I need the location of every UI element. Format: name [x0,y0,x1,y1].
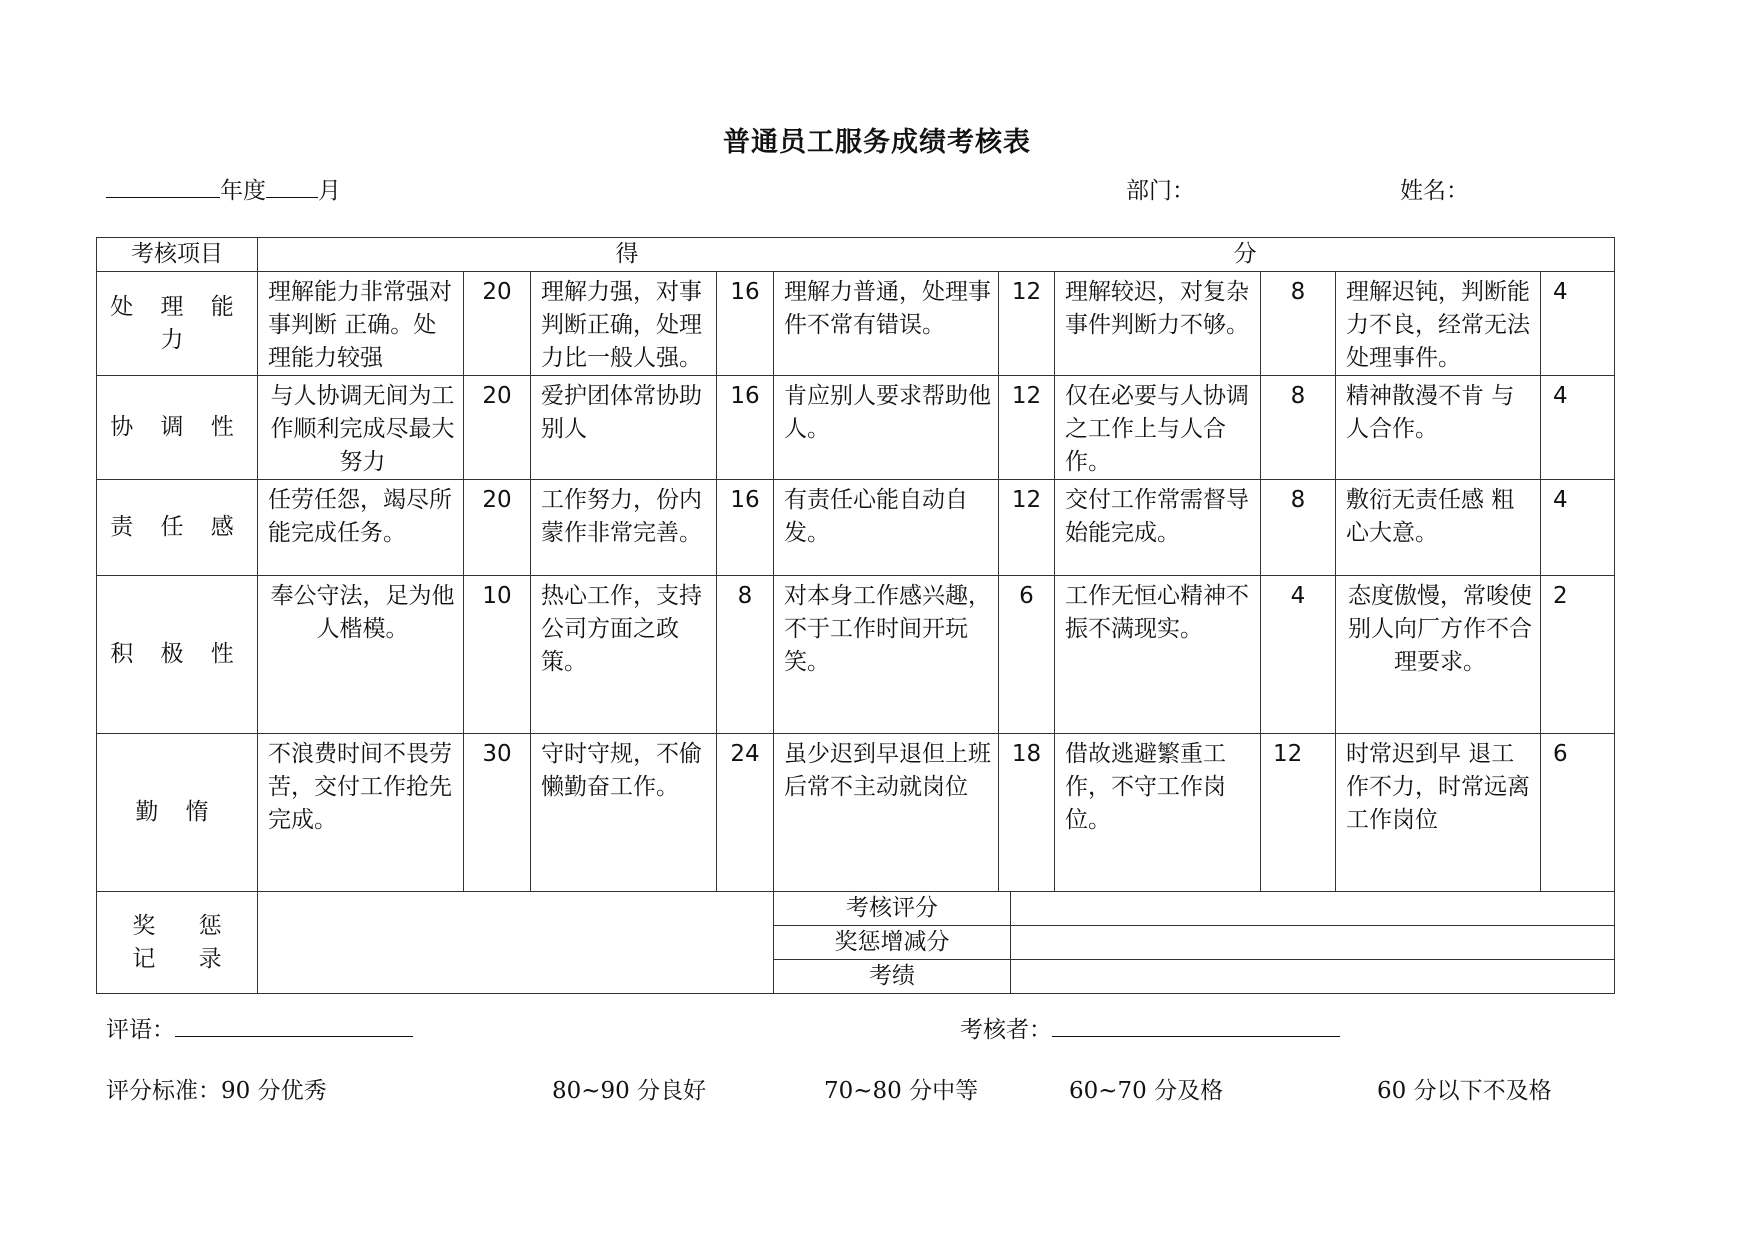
criteria-cell: 工作努力，份内蒙作非常完善。 [531,480,717,576]
score-header [258,238,1615,272]
criteria-cell: 守时守规，不偷懒勤奋工作。 [531,734,717,892]
assessor-blank[interactable] [1052,1014,1340,1037]
score-cell: 16 [717,376,774,480]
criteria-cell: 虽少迟到早退但上班后常不主动就岗位 [774,734,999,892]
score-cell: 20 [464,480,531,576]
table-row [97,376,1615,480]
score-cell: 16 [717,480,774,576]
comment-label: 评语： [106,1017,175,1043]
score-cell: 6 [1541,734,1615,892]
final-score-label: 考绩 [774,960,1011,994]
score-cell: 12 [1261,734,1336,892]
criteria-cell: 热心工作，支持公司方面之政策。 [531,576,717,734]
criteria-cell: 交付工作常需督导始能完成。 [1055,480,1261,576]
score-cell: 12 [999,272,1055,376]
criteria-fail: 60 分以下不及格 [1377,1078,1552,1104]
table-row [97,480,1615,576]
score-cell: 6 [999,576,1055,734]
year-month-line [106,172,341,205]
assessor-line [960,1011,1340,1044]
criteria-cell: 理解能力非常强对事判断 正确。处理能力较强 [258,272,464,376]
criteria-cell: 肯应别人要求帮助他人。 [774,376,999,480]
criteria-cell: 理解较迟，对复杂事件判断力不够。 [1055,272,1261,376]
score-header-left: 得 [615,241,639,267]
criteria-good: 80~90 分良好 [552,1078,707,1104]
score-cell: 12 [999,376,1055,480]
score-cell: 8 [1261,272,1336,376]
criteria-cell: 精神散漫不肯 与人合作。 [1336,376,1541,480]
criteria-cell: 理解力强，对事判断正确，处理力比一般人强。 [531,272,717,376]
score-cell: 4 [1261,576,1336,734]
criteria-cell: 奉公守法，足为他人楷模。 [258,576,464,734]
category-cell: 协 调 性 [97,376,258,480]
form-title: 普通员工服务成绩考核表 [723,127,1031,158]
month-blank[interactable] [266,175,318,198]
table-row [97,576,1615,734]
score-cell: 4 [1541,272,1615,376]
category-cell: 勤 惰 [97,734,258,892]
comment-blank[interactable] [175,1014,413,1037]
criteria-cell: 与人协调无间为工作顺利完成尽最大努力 [258,376,464,480]
score-cell: 10 [464,576,531,734]
criteria-cell: 有责任心能自动自发。 [774,480,999,576]
month-label: 月 [318,178,341,204]
criteria-pass: 60~70 分及格 [1069,1078,1224,1104]
criteria-cell: 任劳任怨，竭尽所能完成任务。 [258,480,464,576]
year-blank[interactable] [106,175,220,198]
criteria-cell: 爱护团体常协助别人 [531,376,717,480]
criteria-cell: 仅在必要与人协调之工作上与人合作。 [1055,376,1261,480]
department-label: 部门： [1126,178,1195,204]
assessment-score-label: 考核评分 [774,892,1011,926]
criteria-cell: 态度傲慢，常唆使别人向厂方作不合理要求。 [1336,576,1541,734]
score-cell: 16 [717,272,774,376]
table-header-row [97,238,1615,272]
reward-record-field[interactable] [258,892,774,994]
criteria-cell: 不浪费时间不畏劳苦，交付工作抢先完成。 [258,734,464,892]
score-cell: 4 [1541,480,1615,576]
score-cell: 8 [1261,376,1336,480]
name-label: 姓名： [1400,178,1469,204]
assessor-label: 考核者： [960,1017,1052,1043]
criteria-cell: 理解迟钝，判断能力不良，经常无法 处理事件。 [1336,272,1541,376]
year-label: 年度 [220,178,266,204]
criteria-cell: 对本身工作感兴趣，不于工作时间开玩笑。 [774,576,999,734]
score-cell: 8 [717,576,774,734]
assessment-table [96,237,1615,994]
category-cell: 处 理 能 力 [97,272,258,376]
criteria-medium: 70~80 分中等 [824,1078,979,1104]
score-cell: 20 [464,376,531,480]
score-cell: 30 [464,734,531,892]
reward-adjust-label: 奖惩增减分 [774,926,1011,960]
score-cell: 2 [1541,576,1615,734]
score-cell: 20 [464,272,531,376]
score-header-right: 分 [1233,241,1257,267]
score-cell: 8 [1261,480,1336,576]
score-cell: 4 [1541,376,1615,480]
reward-record-label: 奖 惩 记 录 [97,892,258,994]
summary-table [774,892,1614,993]
reward-adjust-field[interactable] [1011,926,1615,960]
comment-line [106,1011,413,1044]
final-score-field[interactable] [1011,960,1615,994]
reward-row [97,892,1615,994]
criteria-cell: 时常迟到早 退工作不力，时常远离工作岗位 [1336,734,1541,892]
category-cell: 积 极 性 [97,576,258,734]
criteria-cell: 工作无恒心精神不振不满现实。 [1055,576,1261,734]
score-cell: 12 [999,480,1055,576]
criteria-cell: 理解力普通，处理事件不常有错误。 [774,272,999,376]
criteria-cell: 借故逃避繁重工作，不守工作岗位。 [1055,734,1261,892]
item-header: 考核项目 [97,238,258,272]
criteria-cell: 敷衍无责任感 粗心大意。 [1336,480,1541,576]
criteria-excellent: 评分标准：90 分优秀 [106,1078,327,1104]
score-cell: 18 [999,734,1055,892]
table-row [97,734,1615,892]
table-row [97,272,1615,376]
score-cell: 24 [717,734,774,892]
category-cell: 责 任 感 [97,480,258,576]
assessment-score-field[interactable] [1011,892,1615,926]
summary-cell [774,892,1615,994]
